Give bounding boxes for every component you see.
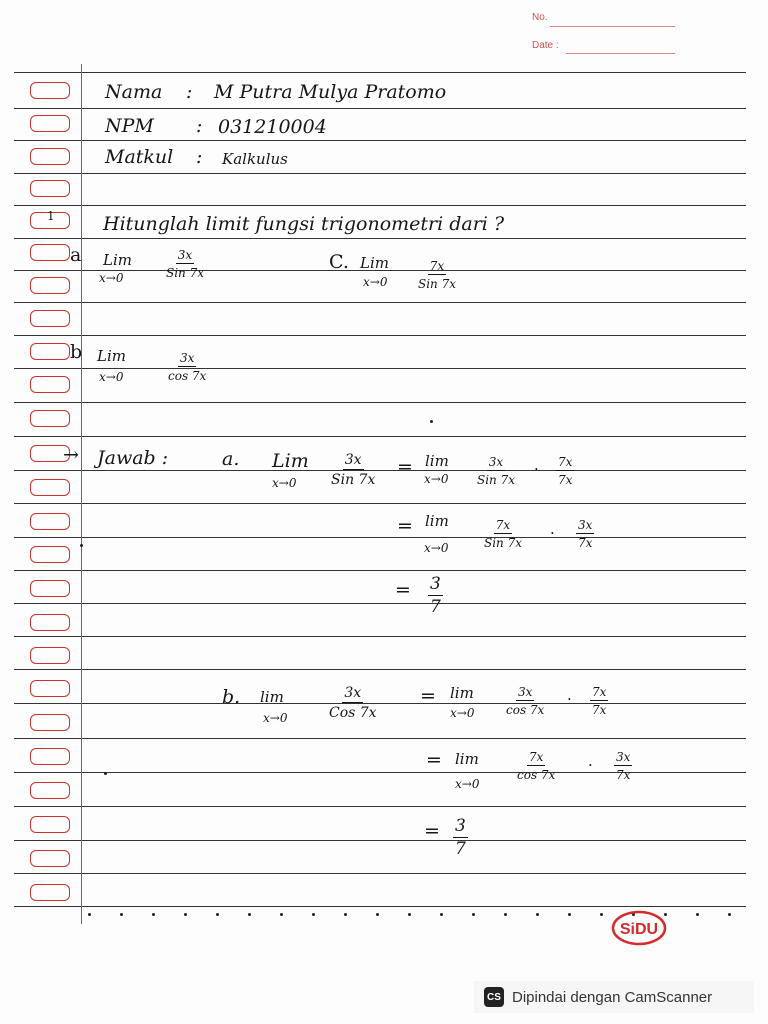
answer-b-step2-sub: x→0 [455, 777, 480, 791]
ruled-line [14, 669, 746, 670]
answer-b-result-eq: = [424, 820, 440, 842]
answer-b-step1-lim: lim [450, 684, 474, 702]
question-number: 1 [47, 209, 55, 223]
ruled-line [14, 636, 746, 637]
item-a-den: Sin 7x [166, 266, 205, 280]
camscanner-logo-icon: CS [484, 987, 504, 1007]
answer-a-step1-lim: lim [425, 452, 449, 470]
margin-box [30, 115, 70, 132]
answer-b-step2-lim: lim [455, 750, 479, 768]
answer-b-step2-f1-num: 7x [528, 750, 544, 764]
answer-a-step2-eq: = [397, 515, 413, 537]
camscanner-text: Dipindai dengan CamScanner [512, 988, 713, 1006]
item-a-sub: x→0 [99, 271, 124, 285]
answer-b-step2-f2 [614, 751, 632, 781]
answer-b-num: 3x [344, 685, 362, 701]
ruled-line [14, 873, 746, 874]
stray-dot [216, 913, 219, 916]
answer-b-step2-f2-den: 7x [616, 768, 631, 782]
answer-a-num: 3x [344, 452, 362, 468]
answer-b-step2-eq: = [426, 749, 442, 771]
no-line [550, 26, 675, 27]
answer-b-step1-f1-num: 3x [517, 685, 533, 699]
ruled-line [14, 537, 746, 538]
margin-box [30, 714, 70, 731]
answer-a-step2-f1-den: Sin 7x [484, 536, 523, 550]
sidu-logo-text: SiDU [619, 921, 659, 938]
item-b-fraction [168, 352, 206, 382]
item-c-den: Sin 7x [418, 277, 457, 291]
item-c-letter: C. [329, 251, 349, 273]
stray-dot [504, 913, 507, 916]
stray-dot [728, 913, 731, 916]
margin-box [30, 479, 70, 496]
name-value: M Putra Mulya Pratomo [214, 81, 447, 103]
answer-a-step1-f2-den: 7x [558, 473, 573, 487]
answer-b-step1-dot: . [567, 686, 572, 704]
answer-b-step1-f2-den: 7x [592, 703, 607, 717]
ruled-line [14, 772, 746, 773]
margin-box [30, 277, 70, 294]
stray-dot [184, 913, 187, 916]
answer-b-step1-sub: x→0 [450, 706, 475, 720]
answer-a-fraction [331, 453, 375, 487]
answer-b-step1-f1-den: cos 7x [506, 703, 545, 717]
item-c-fraction [418, 260, 456, 290]
answer-a-sub: x→0 [272, 476, 297, 490]
item-c-num: 7x [429, 259, 445, 273]
ruled-line [14, 840, 746, 841]
item-a-lim: Lim [103, 251, 132, 269]
answer-a-step1-f2-num: 7x [558, 455, 573, 469]
item-c-lim: Lim [360, 254, 389, 272]
margin-box [30, 748, 70, 765]
name-sep: : [186, 81, 193, 103]
margin-box [30, 376, 70, 393]
answer-b-step2-dot: . [588, 752, 593, 770]
answer-a-step2-sub: x→0 [424, 541, 449, 555]
answer-a-step1-f1-num: 3x [488, 455, 504, 469]
stray-dot [104, 772, 107, 775]
stray-dot [600, 913, 603, 916]
stray-dot [248, 913, 251, 916]
margin-line [81, 64, 82, 924]
answer-b-step1-eq: = [420, 685, 436, 707]
matkul-value: Kalkulus [222, 150, 288, 168]
item-b-lim: Lim [97, 347, 126, 365]
margin-box [30, 614, 70, 631]
answer-a-step2-lim: lim [425, 512, 449, 530]
ruled-line [14, 402, 746, 403]
matkul-label: Matkul [105, 146, 174, 168]
npm-value: 031210004 [218, 116, 327, 138]
stray-dot [472, 913, 475, 916]
ruled-line [14, 302, 746, 303]
stray-dot [696, 913, 699, 916]
answer-a-step2-f1 [484, 519, 522, 549]
answer-a-step1-sub: x→0 [424, 472, 449, 486]
margin-box [30, 244, 70, 261]
stray-dot [80, 544, 83, 547]
answer-a-step2-f2-num: 3x [578, 518, 593, 532]
date-label: Date : [532, 40, 559, 51]
answer-b-step2-f2-num: 3x [616, 750, 631, 764]
answer-a-result-num: 3 [430, 574, 441, 594]
stray-dot [280, 913, 283, 916]
stray-dot [88, 913, 91, 916]
item-b-den: cos 7x [168, 369, 207, 383]
answer-b-step1-f2-num: 7x [592, 685, 607, 699]
stray-dot [312, 913, 315, 916]
item-a-fraction [166, 249, 204, 279]
stray-dot [536, 913, 539, 916]
margin-box [30, 343, 70, 360]
margin-box [30, 82, 70, 99]
stray-dot [376, 913, 379, 916]
answer-b-lim: lim [260, 688, 284, 706]
answer-a-step1-f2 [556, 456, 574, 486]
item-a-letter: a [70, 244, 82, 266]
ruled-line [14, 72, 746, 73]
answer-b-step2-f1-den: cos 7x [517, 768, 556, 782]
ruled-line [14, 335, 746, 336]
question-text: Hitunglah limit fungsi trigonometri dari ? [103, 213, 505, 235]
margin-box [30, 680, 70, 697]
item-b-sub: x→0 [99, 370, 124, 384]
answer-a-step1-eq: = [397, 456, 413, 478]
ruled-line [14, 368, 746, 369]
ruled-line [14, 173, 746, 174]
answer-b-step2-f1 [517, 751, 555, 781]
ruled-line [14, 238, 746, 239]
answer-a-result [428, 576, 443, 616]
margin-box [30, 816, 70, 833]
npm-sep: : [196, 115, 203, 137]
ruled-line [14, 603, 746, 604]
margin-box [30, 148, 70, 165]
answer-a-result-eq: = [395, 579, 411, 601]
answer-a-den: Sin 7x [331, 472, 376, 488]
answer-a-step2-dot: . [550, 520, 555, 538]
ruled-line [14, 205, 746, 206]
ruled-line [14, 906, 746, 907]
item-c-sub: x→0 [363, 275, 388, 289]
answer-a-prefix: a. [222, 448, 240, 470]
stray-dot [120, 913, 123, 916]
answer-a-result-den: 7 [430, 597, 441, 617]
ruled-line [14, 806, 746, 807]
answer-b-result [453, 818, 468, 858]
answer-a-step2-f2 [576, 519, 594, 549]
stray-dot [344, 913, 347, 916]
answer-b-den: Cos 7x [329, 705, 377, 721]
margin-box [30, 850, 70, 867]
ruled-line [14, 738, 746, 739]
answer-b-step1-f2 [590, 686, 608, 716]
margin-box [30, 884, 70, 901]
answer-b-result-den: 7 [455, 839, 466, 859]
ruled-line [14, 140, 746, 141]
answer-a-step1-f1 [477, 456, 515, 486]
matkul-sep: : [196, 146, 203, 168]
item-b-num: 3x [179, 351, 195, 365]
stray-dot [440, 913, 443, 916]
answer-a-step1-dot: . [534, 456, 539, 474]
answer-b-prefix: b. [222, 686, 241, 708]
camscanner-footer [474, 981, 754, 1013]
stray-dot [430, 420, 433, 423]
item-b-letter: b [70, 341, 83, 363]
margin-box [30, 410, 70, 427]
answer-label: Jawab : [97, 447, 169, 469]
answer-b-result-num: 3 [455, 816, 466, 836]
answer-a-step1-f1-den: Sin 7x [477, 473, 516, 487]
ruled-line [14, 503, 746, 504]
answer-a-lim: Lim [272, 450, 309, 472]
ruled-line [14, 570, 746, 571]
ruled-line [14, 470, 746, 471]
margin-box [30, 580, 70, 597]
no-label: No. [532, 12, 548, 23]
npm-label: NPM [105, 115, 154, 137]
answer-b-sub: x→0 [263, 711, 288, 725]
answer-b-fraction [329, 686, 377, 720]
ruled-line [14, 436, 746, 437]
name-label: Nama [105, 81, 163, 103]
answer-a-step2-f1-num: 7x [495, 518, 511, 532]
answer-b-step1-f1 [506, 686, 544, 716]
answer-a-step2-f2-den: 7x [578, 536, 593, 550]
stray-dot [568, 913, 571, 916]
margin-box [30, 546, 70, 563]
margin-box [30, 310, 70, 327]
ruled-line [14, 703, 746, 704]
stray-dot [152, 913, 155, 916]
date-line [566, 53, 675, 54]
ruled-line [14, 108, 746, 109]
item-a-num: 3x [177, 248, 193, 262]
margin-box [30, 513, 70, 530]
margin-box [30, 180, 70, 197]
margin-box [30, 782, 70, 799]
answer-arrow: → [63, 444, 79, 466]
stray-dot [408, 913, 411, 916]
sidu-logo [611, 910, 667, 946]
margin-box [30, 647, 70, 664]
